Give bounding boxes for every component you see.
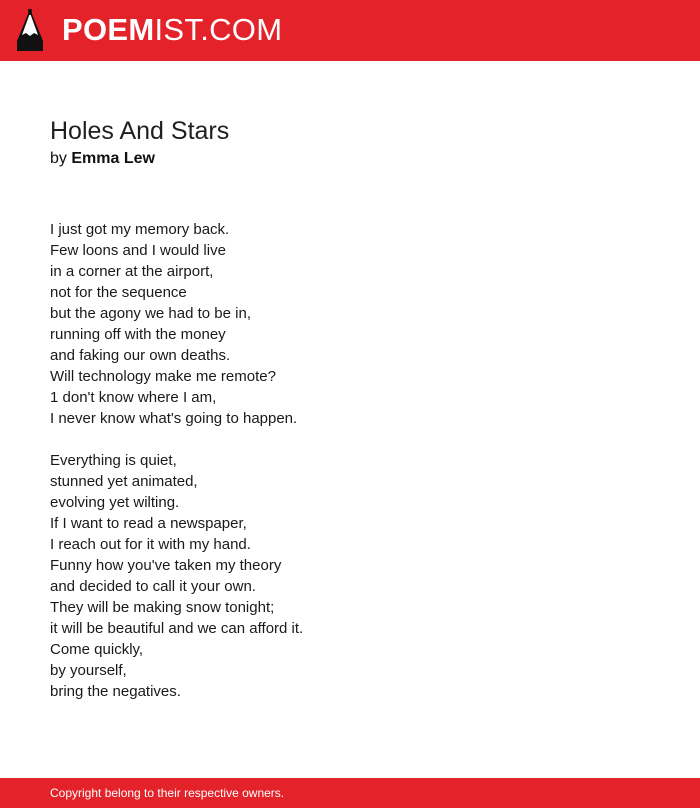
poem-byline — [50, 149, 155, 169]
poem-author: Emma Lew — [71, 150, 155, 167]
poem-line: If I want to read a newspaper, — [50, 515, 247, 532]
site-logo[interactable] — [62, 12, 282, 48]
pencil-tip-icon[interactable] — [17, 9, 43, 51]
poem-line: I reach out for it with my hand. — [50, 536, 251, 553]
site-footer — [0, 778, 700, 808]
by-label: by — [50, 150, 67, 167]
poem-line: stunned yet animated, — [50, 473, 198, 490]
poem-line: evolving yet wilting. — [50, 494, 180, 511]
poem-line: bring the negatives. — [50, 683, 181, 700]
poem-line: Everything is quiet, — [50, 452, 177, 469]
poem-line: I never know what's going to happen. — [50, 410, 298, 427]
poem-line: Funny how you've taken my theory — [50, 557, 282, 574]
poem-line: and decided to call it your own. — [50, 578, 256, 595]
poem-line: Come quickly, — [50, 641, 144, 658]
poem-line: 1 don't know where I am, — [50, 389, 217, 406]
poem-line: but the agony we had to be in, — [50, 305, 251, 322]
poem-line: by yourself, — [50, 662, 127, 679]
poem-line: They will be making snow tonight; — [50, 599, 275, 616]
poem-line: I just got my memory back. — [50, 221, 230, 238]
poem-line: and faking our own deaths. — [50, 347, 231, 364]
poem-body — [50, 219, 650, 723]
copyright-notice: Copyright belong to their respective owners. — [50, 786, 285, 800]
site-header — [0, 0, 700, 61]
logo-brand-bold: POEM — [62, 12, 155, 47]
poem-title: Holes And Stars — [50, 117, 230, 145]
poem-line: Will technology make me remote? — [50, 368, 276, 385]
poem-line: in a corner at the airport, — [50, 263, 214, 280]
poem-line: not for the sequence — [50, 284, 187, 301]
poem-stanza — [50, 219, 650, 429]
poem-line: running off with the money — [50, 326, 226, 343]
poem-line: it will be beautiful and we can afford it. — [50, 620, 304, 637]
poem-stanza — [50, 450, 650, 702]
logo-brand-light: IST.COM — [154, 12, 283, 47]
poem-line: Few loons and I would live — [50, 242, 226, 259]
